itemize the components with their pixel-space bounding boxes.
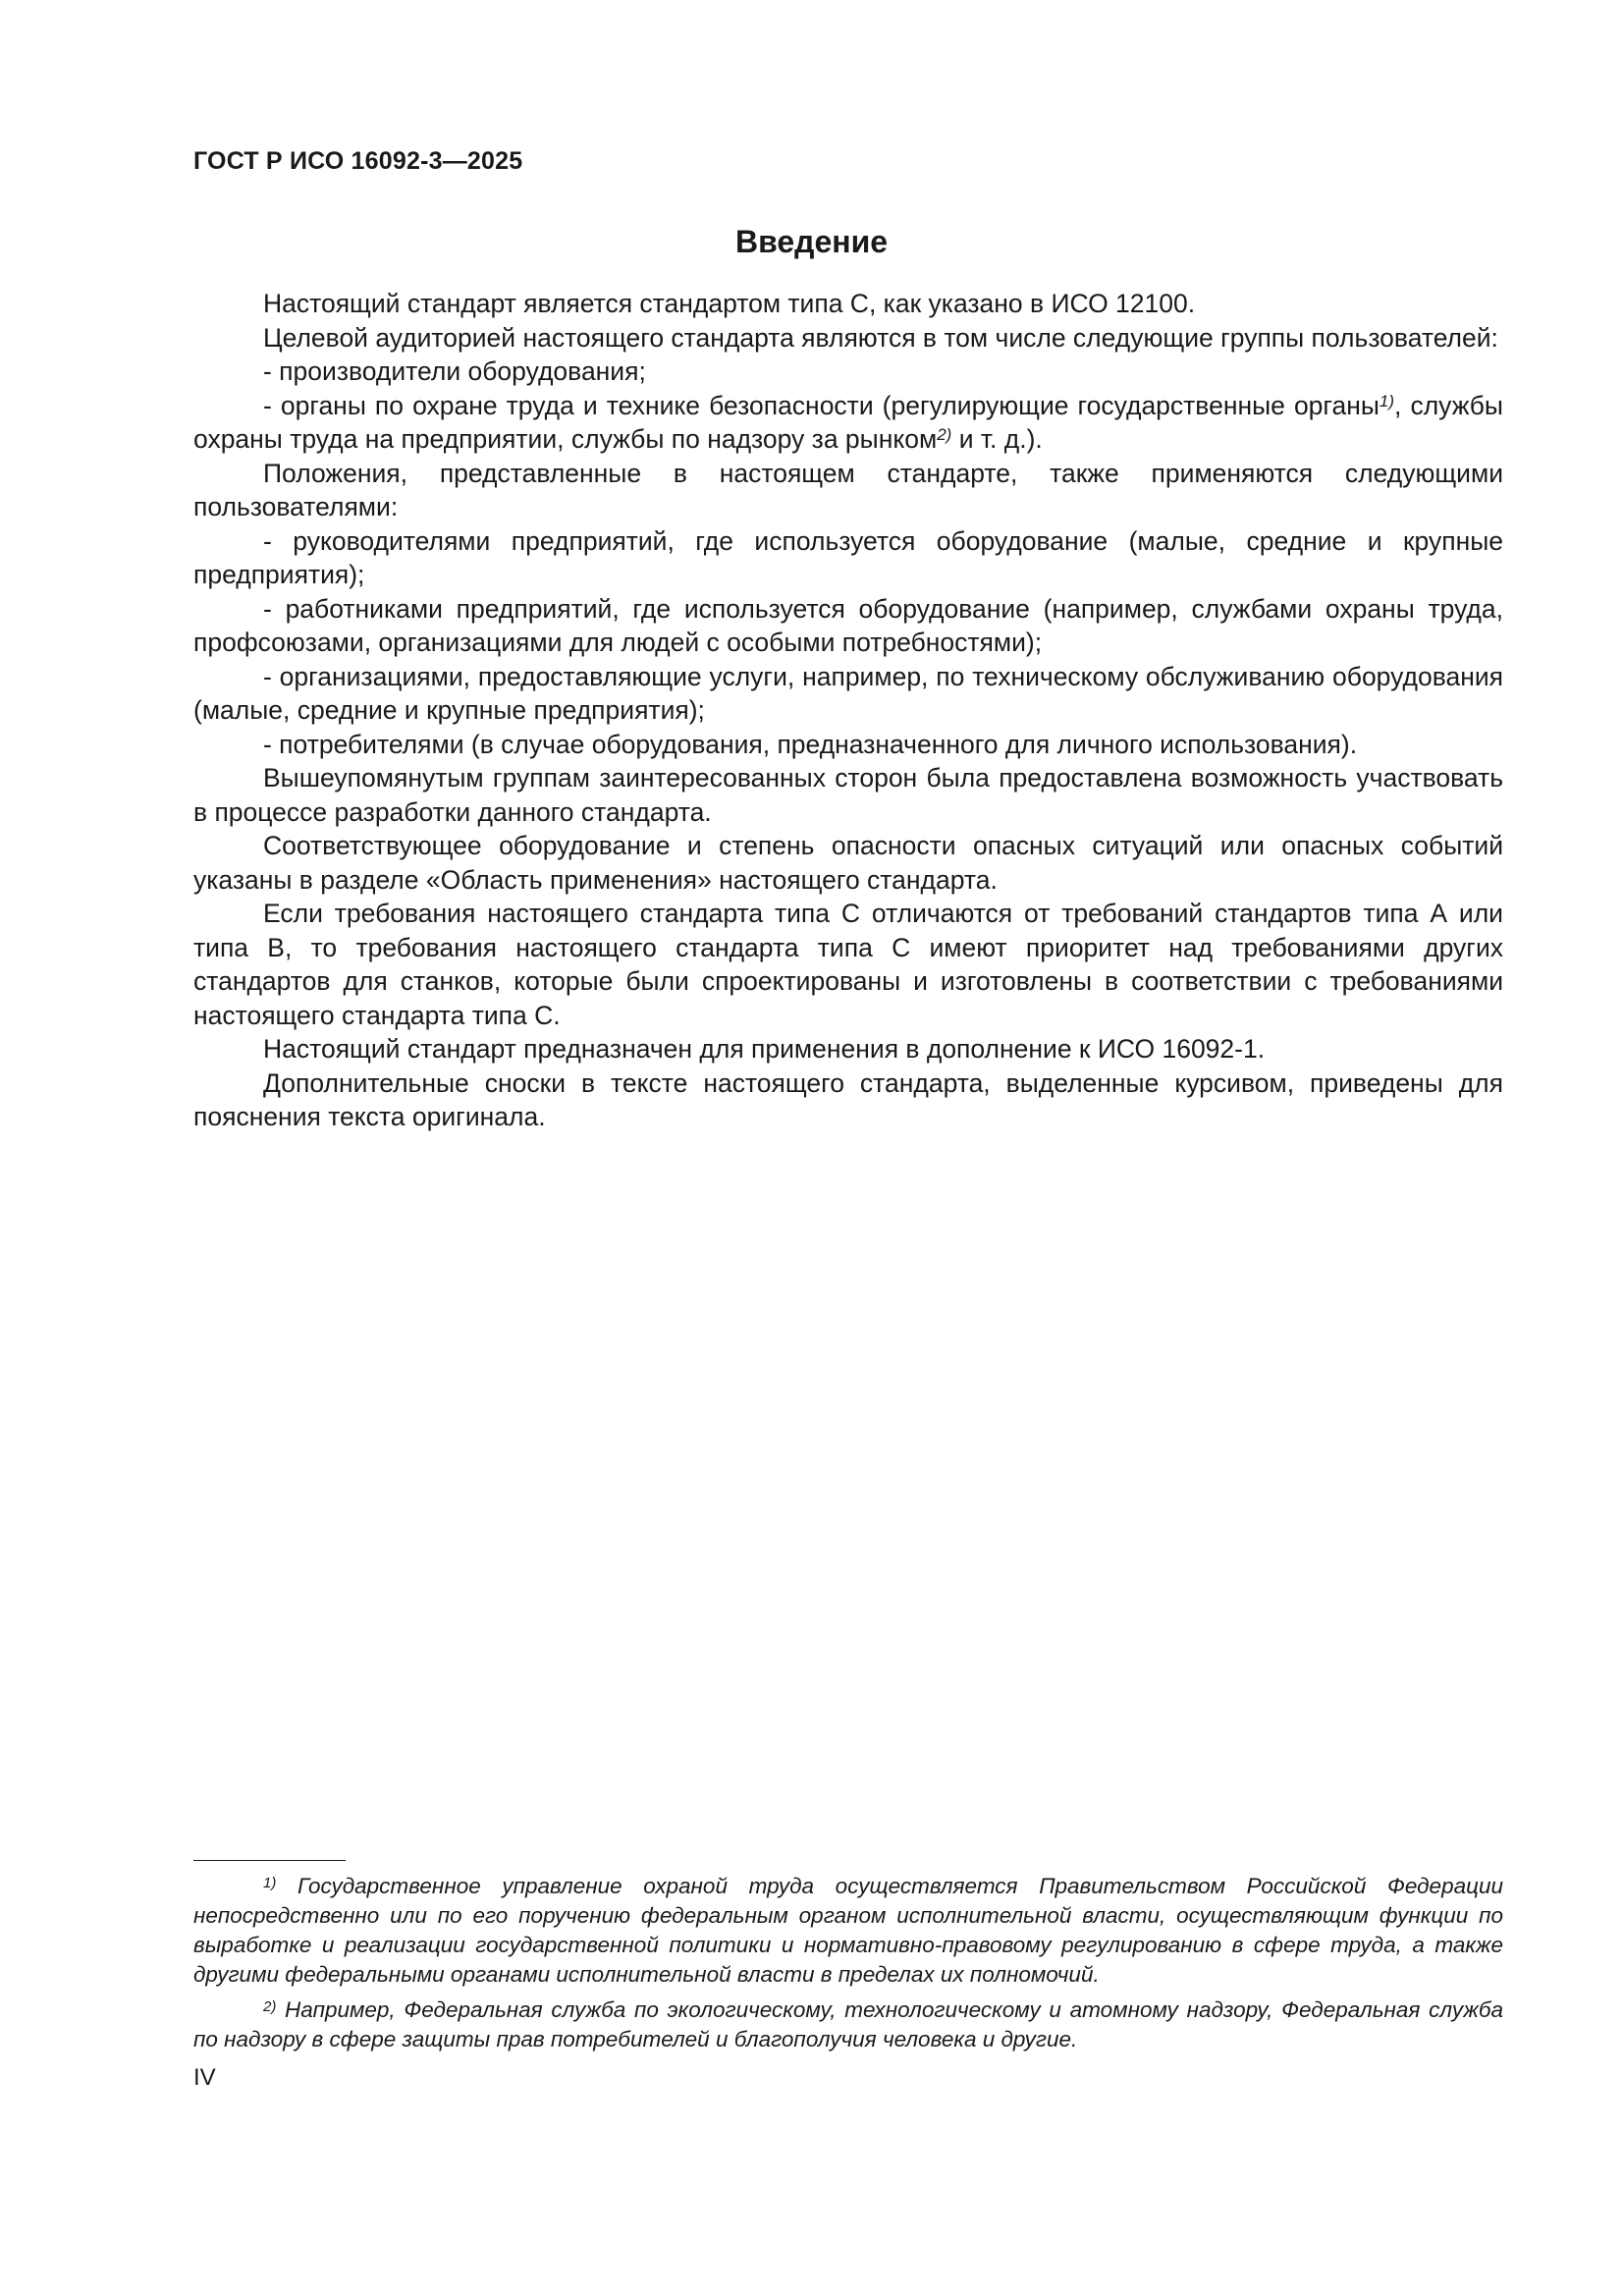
paragraph-text: и т. д.). xyxy=(951,424,1043,454)
list-item: - организациями, предоставляющие услуги, например, по техническому обслуживанию оборудования (малые, средние и крупные предприятия); xyxy=(193,661,1503,725)
footnote-mark: 1) xyxy=(263,1875,277,1891)
footnote-separator xyxy=(193,1860,346,1861)
paragraph: Если требования настоящего стандарта типа С отличаются от требований стандартов типа А или типа В, то требования настоящего стандарта типа С имеют приоритет над требованиями других стандартов для станков, которые были спроектированы и изготовлены в соответствии с требованиями настоящего стандарта типа С. xyxy=(193,899,1503,1030)
footnote-text: Например, Федеральная служба по экологическому, технологическому и атомному надзору, Федеральная служба по надзору в сфере защиты прав потребителей и благополучия человека и другие. xyxy=(193,1997,1503,2051)
paragraph: Дополнительные сноски в тексте настоящего стандарта, выделенные курсивом, приведены для пояснения текста оригинала. xyxy=(193,1067,1503,1131)
page-number: IV xyxy=(193,2064,216,2091)
paragraph: Целевой аудиторией настоящего стандарта являются в том числе следующие группы пользователей: xyxy=(263,322,1498,353)
paragraph: Положения, представленные в настоящем стандарте, также применяются следующими пользователями: xyxy=(193,458,1503,521)
footnotes xyxy=(193,1872,1503,2060)
paragraph-text: - органы по охране труда и технике безопасности (регулирующие государственные органы xyxy=(263,390,1380,420)
list-item: - руководителями предприятий, где используется оборудование (малые, средние и крупные предприятия); xyxy=(193,525,1503,589)
footnote xyxy=(193,1995,1503,2054)
list-item xyxy=(193,389,1503,457)
list-item: - работниками предприятий, где используется оборудование (например, службами охраны труда, профсоюзами, организациями для людей с особыми потребностями); xyxy=(193,593,1503,657)
list-item: - производители оборудования; xyxy=(263,356,646,386)
section-title: Введение xyxy=(734,224,889,259)
footnote-mark: 2) xyxy=(263,1998,277,2015)
footnote-reference[interactable]: 1) xyxy=(1379,391,1395,410)
paragraph: Настоящий стандарт является стандартом типа С, как указано в ИСО 12100. xyxy=(263,289,1196,318)
paragraph-text: , службы охраны труда на предприятии, службы по надзору за рынком xyxy=(193,390,1503,454)
paragraph: Настоящий стандарт предназначен для применения в дополнение к ИСО 16092-1. xyxy=(263,1034,1266,1064)
list-item: - потребителями (в случае оборудования, предназначенного для личного использования). xyxy=(263,729,1358,759)
footnote-text: Государственное управление охраной труда осуществляется Правительством Российской Федерации непосредственно или по его поручению федеральным органом исполнительной власти, осуществляющим функции по выработке и реализации государственной политики и нормативно-правовому регулированию в сфере труда, а также другими федеральными органами исполнительной власти в пределах их полномочий. xyxy=(193,1874,1503,1987)
footnote-reference[interactable]: 2) xyxy=(937,425,952,444)
introduction-body xyxy=(193,287,1503,1134)
paragraph: Соответствующее оборудование и степень опасности опасных ситуаций или опасных событий указаны в разделе «Область применения» настоящего стандарта. xyxy=(193,831,1503,895)
paragraph: Вышеупомянутым группам заинтересованных сторон была предоставлена возможность участвовать в процессе разработки данного стандарта. xyxy=(193,763,1503,827)
footnote xyxy=(193,1872,1503,1990)
document-code-header: ГОСТ Р ИСО 16092-3—2025 xyxy=(193,147,523,175)
